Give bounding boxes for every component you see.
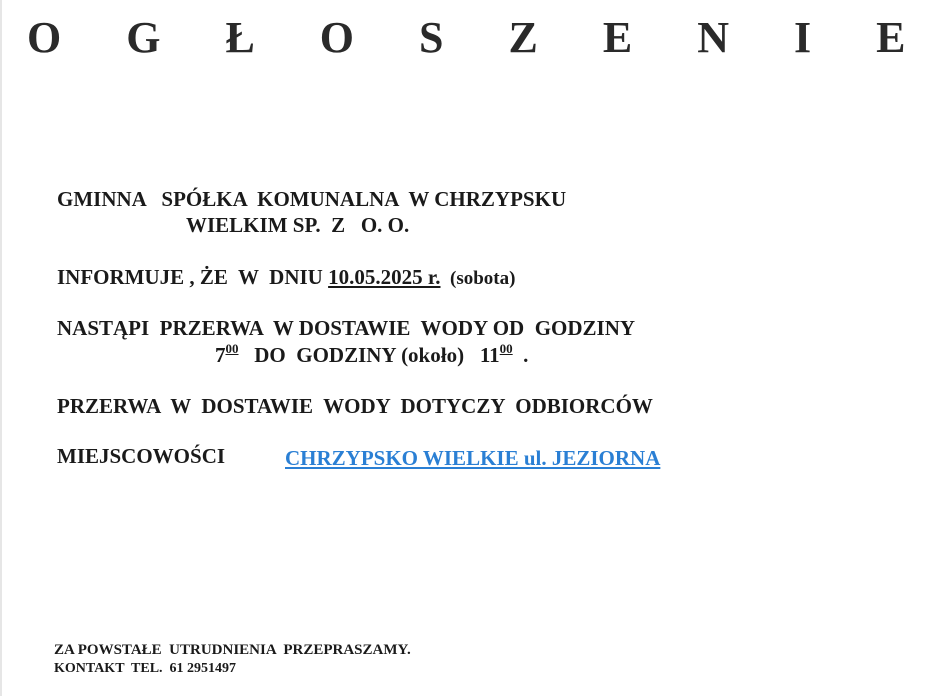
start-hour: 7 [215,343,226,367]
interruption-hours-line [215,342,528,368]
informs-line [57,264,515,292]
hours-middle-text: DO GODZINY (około) [238,343,480,367]
locality-link[interactable]: CHRZYPSKO WIELKIE ul. JEZIORNA [285,446,661,470]
outage-day: (sobota) [440,268,516,289]
page-edge [0,0,2,696]
interruption-line-1: NASTĄPI PRZERWA W DOSTAWIE WODY OD GODZINY [57,316,636,340]
end-hour: 11 [479,343,500,367]
announcement-title: O G Ł O S Z E N I E [27,13,932,62]
company-name-line-1: GMINNA SPÓŁKA KOMUNALNA W CHRZYPSKU [57,187,567,211]
locality-label: MIEJSCOWOŚCI [57,444,226,468]
informs-prefix: INFORMUJE , ŻE W DNIU [57,265,329,289]
footer-contact: KONTAKT TEL. 61 2951497 [54,661,237,676]
end-minutes: 00 [499,341,513,356]
outage-date: 10.05.2025 r. [328,265,441,289]
affects-line: PRZERWA W DOSTAWIE WODY DOTYCZY ODBIORCÓW [57,394,653,418]
company-name-line-2: WIELKIM SP. Z O. O. [186,213,410,237]
hours-end-text: . [512,343,529,367]
footer-apology: ZA POWSTAŁE UTRUDNIENIA PRZEPRASZAMY. [54,642,411,658]
start-minutes: 00 [225,341,239,356]
